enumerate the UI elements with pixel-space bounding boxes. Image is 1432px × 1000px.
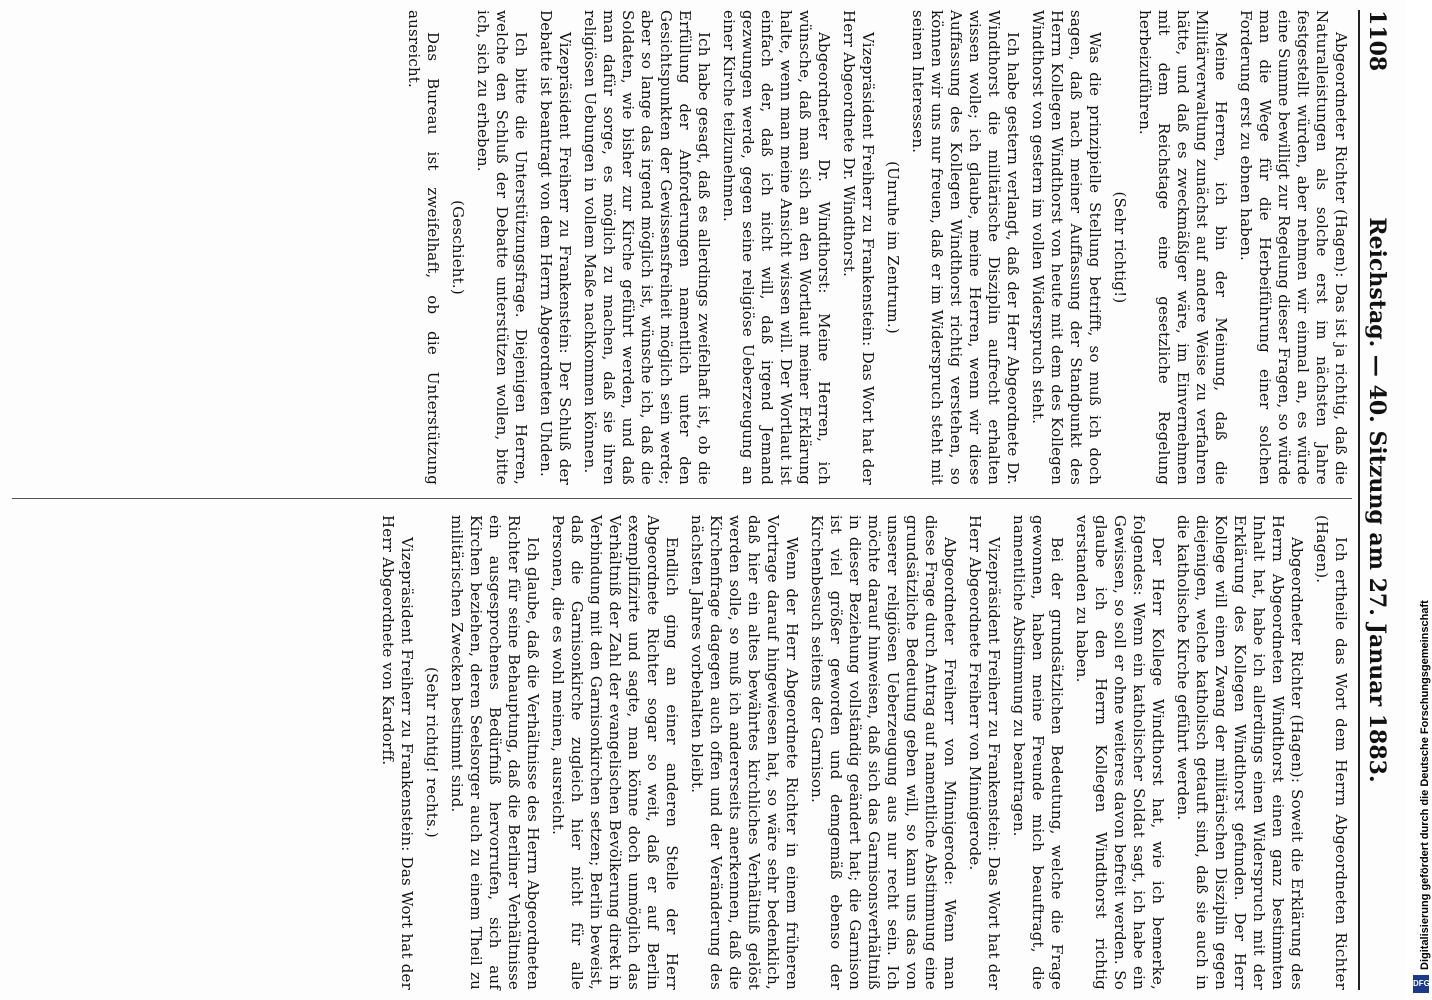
paragraph: Ich glaube, daß die Verhältnisse des Herrn Abgeordneten Richter für seine Behauptung, daß die Berliner Verhältnisse ein ausgesprochenes Bedürfniß hervorrufen, sich auf Kirchen beziehen, deren Seelsorger auch zu einem Theil zu militärischen Zwecken bestimmt sind. <box>448 515 542 990</box>
sidebar-credit-strip <box>1405 0 1432 1000</box>
page-number: 1108 <box>1364 10 1390 72</box>
right-column <box>372 515 1350 990</box>
paragraph: Abgeordneter Richter (Hagen): Soweit die Erklärung des Herrn Abgeordneten Windthorst einen ganz bestimmten Inhalt hat, habe ich allerdings einen Widerspruch mit der Erklärung des Kollegen Windthorst gefunden. Der Herr Kollege will einen Zwang der militärischen Disziplin gegen diejenigen, welche katholisch getauft sind, daß sie auch in die katholische Kirche geführt werden. <box>1174 515 1306 990</box>
paragraph: Meine Herren, ich bin der Meinung, daß die Militärverwaltung zunächst auf andere Weise zu verfahren hätte, und daß es zweckmäßiger wäre, im Einvernehmen mit dem Reichstage eine gesetzliche Regelung herbeizuführen. <box>1136 10 1230 485</box>
paragraph: Bei der grundsätzlichen Bedeutung, welche die Frage gewonnen, haben meine Freunde mich beauftragt, die namentliche Abstimmung zu beantragen. <box>1010 515 1066 990</box>
paragraph: Was die prinzipielle Stellung betrifft, so muß ich doch sagen, daß nach meiner Auffassung der Standpunkt des Herrn Kollegen Windthorst von heute mit dem des Kollegen Windthorst von gestern im vollen Widerspruch steht. <box>1029 10 1104 485</box>
paragraph: Abgeordneter Richter (Hagen): Das ist ja richtig, daß die Naturalleistungen als solche erst im nächsten Jahre festgestellt würden, aber nehmen wir einmal an, es würde eine Summe bewilligt zur Regelung dieser Fragen, so würde man die Wege für die Herbeiführung einer solchen Forderung erst zu ebnen haben. <box>1237 10 1350 485</box>
paragraph: Abgeordneter Dr. Windthorst: Meine Herren, ich wünsche, daß man sich an den Wortlaut meiner Erklärung halte, wenn man meine Ansicht wissen will. Der Wortlaut ist einfach der, daß ich nicht will, daß irgend Jemand gezwungen werde, gegen seine religiöse Ueberzeugung an einer Kirche teilzunehmen. <box>720 10 833 485</box>
paragraph: Ich habe gesagt, daß es allerdings zweifelhaft ist, ob die Erfüllung der Anforderungen namentlich unter den Gesichtspunkten der Gewissensfreiheit möglich sein werde; aber so lange das irgend möglich ist, wünsche ich, daß die Soldaten, wie bisher zur Kirche geführt werden, und daß man dafür sorge, es möglich zu machen, daß sie ihren religiösen Uebungen in vollem Maße nachkommen können. <box>581 10 713 485</box>
paragraph: Ich ertheile das Wort dem Herrn Abgeordneten Richter (Hagen). <box>1313 515 1350 990</box>
paragraph: Vizepräsident Freiherr zu Frankenstein: Das Wort hat der Herr Abgeordnete von Kardorff. <box>379 515 416 990</box>
paragraph: Endlich ging an einer anderen Stelle der Herr Abgeordnete Richter sogar so weit, daß er auf Berlin exemplifizirte und sagte, man könne doch unmöglich das Verhältniß der Zahl der evangelischen Bevölkerung direkt in Verbindung mit den Garnisonkirchen setzen; Berlin beweist, daß die Garnisonkirche zugleich hier nicht für alle Personen, die es wohl meinen, ausreicht. <box>549 515 681 990</box>
paragraph: (Sehr richtig!) <box>1111 191 1129 304</box>
left-column <box>398 10 1350 485</box>
paragraph: Vizepräsident Freiherr zu Frankenstein: Das Wort hat der Herr Abgeordnete Freiherr von Minnigerode. <box>966 515 1003 990</box>
paragraph: Vizepräsident Freiherr zu Frankenstein: Der Schluß der Debatte ist beantragt von dem Herrn Abgeordneten Uhden. <box>537 10 574 485</box>
paragraph: (Unruhe im Zentrum.) <box>884 161 902 334</box>
paragraph: Wenn der Herr Abgeordnete Richter in einem früheren Vortrage darauf hingewiesen hat, so wäre sehr bedenklich, daß hier ein altes bewährtes kirchliches Verhältniß gelöst werden solle, so muß ich andererseits anerkennen, daß die Kirchenfrage dagegen auch offen und der Veränderung des nächsten Jahres vorbehalten bleibt. <box>688 515 801 990</box>
running-title: Reichstag. — 40. Sitzung am 27. Januar 1883. <box>1364 217 1390 783</box>
paragraph: Vizepräsident Freiherr zu Frankenstein: Das Wort hat der Herr Abgeordnete Dr. Windthorst. <box>840 10 877 485</box>
paragraph: (Geschieht.) <box>449 200 467 295</box>
paragraph: Ich habe gestern verlangt, daß der Herr Abgeordnete Dr. Windthorst die militärische Disziplin aufrecht erhalten wissen wolle; ich glaube, meine Herren, wenn wir diese Auffassung des Kollegen Windthorst richtig verstehen, so können wir uns nur freuen, daß er im Widerspruch steht mit seinen Interessen. <box>909 10 1022 485</box>
paragraph: Das Bureau ist zweifelhaft, ob die Unterstützung ausreicht. <box>405 10 442 485</box>
column-divider <box>12 498 1352 499</box>
funding-credit: Digitalisierung gefördert durch die Deutsche Forschungsgemeinschaft <box>1419 600 1431 970</box>
paragraph: Abgeordneter Freiherr von Minnigerode: Wenn man diese Frage durch Antrag auf namentliche Abstimmung eine grundsätzliche Bedeutung geben will, so kann uns das von unserer religiösen Ueberzeugung aus nur recht sein. Ich möchte darauf hinweisen, daß sich das Garnisonsverhältniß in dieser Beziehung vollständig geändert hat; die Garnison ist viel größer geworden und demgemäß ebenso der Kirchenbesuch seitens der Garnison. <box>808 515 959 990</box>
dfg-logo: DFG <box>1413 975 1429 993</box>
paragraph: Ich bitte die Unterstützungsfrage. Diejenigen Herren, welche den Schluß der Debatte unterstützen wollen, bitte ich, sich zu erheben. <box>474 10 530 485</box>
page-header <box>1362 10 1392 990</box>
header-rule <box>1358 10 1360 990</box>
paragraph: Der Herr Kollege Windthorst hat, wie ich bemerke, folgendes: Wenn ein katholischer Soldat sagt, ich habe ein Gewissen, so soll er ohne weiteres davon befreit werden. So glaube ich den Herrn Kollegen Windthorst richtig verstanden zu haben. <box>1073 515 1167 990</box>
paragraph: (Sehr richtig! rechts.) <box>423 667 441 838</box>
